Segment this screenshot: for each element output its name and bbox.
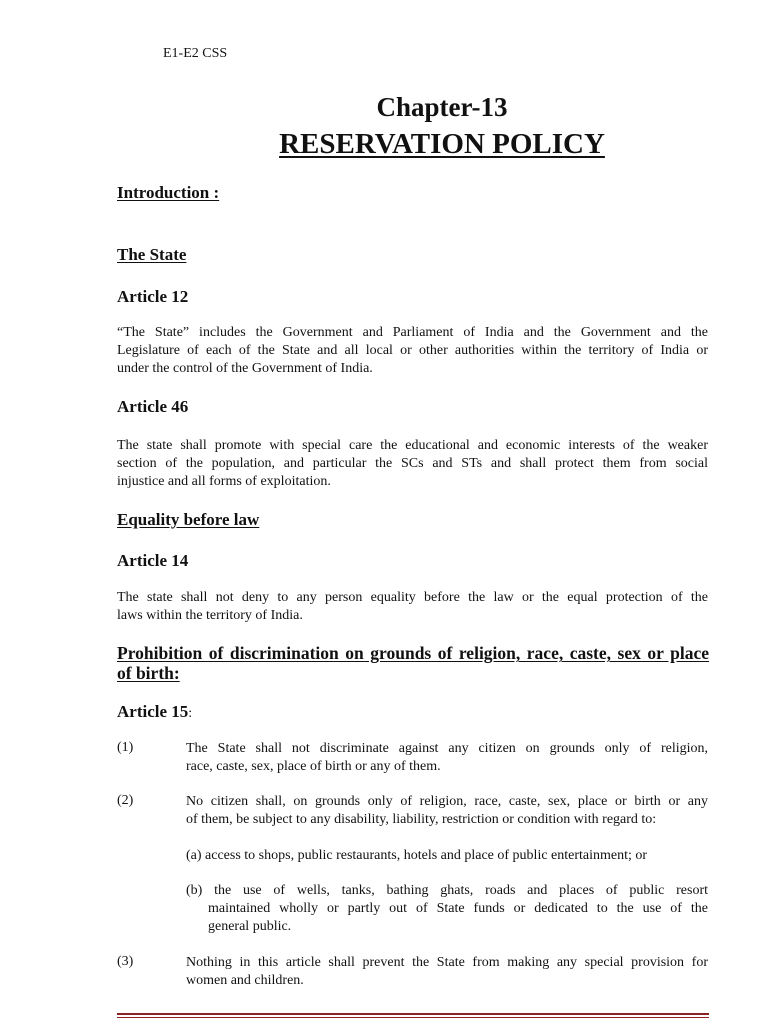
chapter-number: Chapter-13 (376, 92, 508, 122)
subclause-line: (a) access to shops, public restaurants, hotels and place of public entertainment; or (186, 848, 648, 863)
paragraph-line: injustice and all forms of exploitation. (117, 474, 331, 489)
subclause-b (186, 882, 708, 936)
clause-number: (1) (117, 740, 134, 755)
paragraph-line: “The State” includes the Government and Parliament of India and the Government and the (117, 325, 708, 340)
heading-article-12: Article 12 (117, 287, 189, 306)
clause-number: (3) (117, 954, 134, 969)
subclause-line: general public. (208, 919, 292, 934)
paragraph-line: under the control of the Government of India. (117, 361, 373, 376)
clause-line: women and children. (186, 973, 304, 988)
clause-line: No citizen shall, on grounds only of religion, race, caste, sex, place or birth or any (186, 794, 708, 809)
article-14-text (117, 589, 708, 625)
clause-1-text (186, 740, 708, 776)
document-code: E1-E2 CSS (163, 46, 228, 61)
paragraph-line: laws within the territory of India. (117, 608, 303, 623)
heading-introduction: Introduction : (117, 183, 220, 202)
clause-line: Nothing in this article shall prevent the State from making any special provision for (186, 955, 708, 970)
article-15-label: Article 15 (117, 702, 189, 721)
article-12-text (117, 324, 708, 378)
heading-line: Prohibition of discrimination on grounds of religion, race, caste, sex or place (117, 643, 709, 663)
heading-article-14: Article 14 (117, 551, 189, 570)
clause-3-text (186, 954, 708, 990)
footer-rule (117, 1013, 709, 1015)
clause-2-text (186, 793, 708, 829)
subclause-a (186, 847, 708, 865)
paragraph-line: The state shall promote with special care the educational and economic interests of the weaker (117, 438, 708, 453)
heading-equality-before-law: Equality before law (117, 510, 260, 529)
clause-number: (2) (117, 793, 134, 808)
heading-prohibition-of-discrimination (117, 643, 709, 683)
heading-article-15 (117, 702, 192, 722)
article-46-text (117, 437, 708, 491)
footer-rule-thin (117, 1017, 709, 1018)
subclause-line: maintained wholly or partly out of State funds or dedicated to the use of the (208, 901, 708, 916)
paragraph-line: Legislature of each of the State and all local or other authorities within the territory of India or (117, 343, 708, 358)
subclause-line: (b) the use of wells, tanks, bathing ghats, roads and places of public resort (186, 883, 708, 898)
clause-line: race, caste, sex, place of birth or any of them. (186, 759, 441, 774)
article-15-colon: : (188, 706, 193, 721)
clause-line: The State shall not discriminate against any citizen on grounds only of religion, (186, 741, 708, 756)
heading-article-46: Article 46 (117, 397, 189, 416)
heading-the-state: The State (117, 245, 187, 264)
clause-line: of them, be subject to any disability, liability, restriction or condition with regard to: (186, 812, 657, 827)
heading-line: of birth: (117, 663, 180, 683)
paragraph-line: section of the population, and particular the SCs and STs and shall protect them from social (117, 456, 708, 471)
paragraph-line: The state shall not deny to any person equality before the law or the equal protection of the (117, 590, 708, 605)
chapter-title: RESERVATION POLICY (279, 128, 605, 160)
